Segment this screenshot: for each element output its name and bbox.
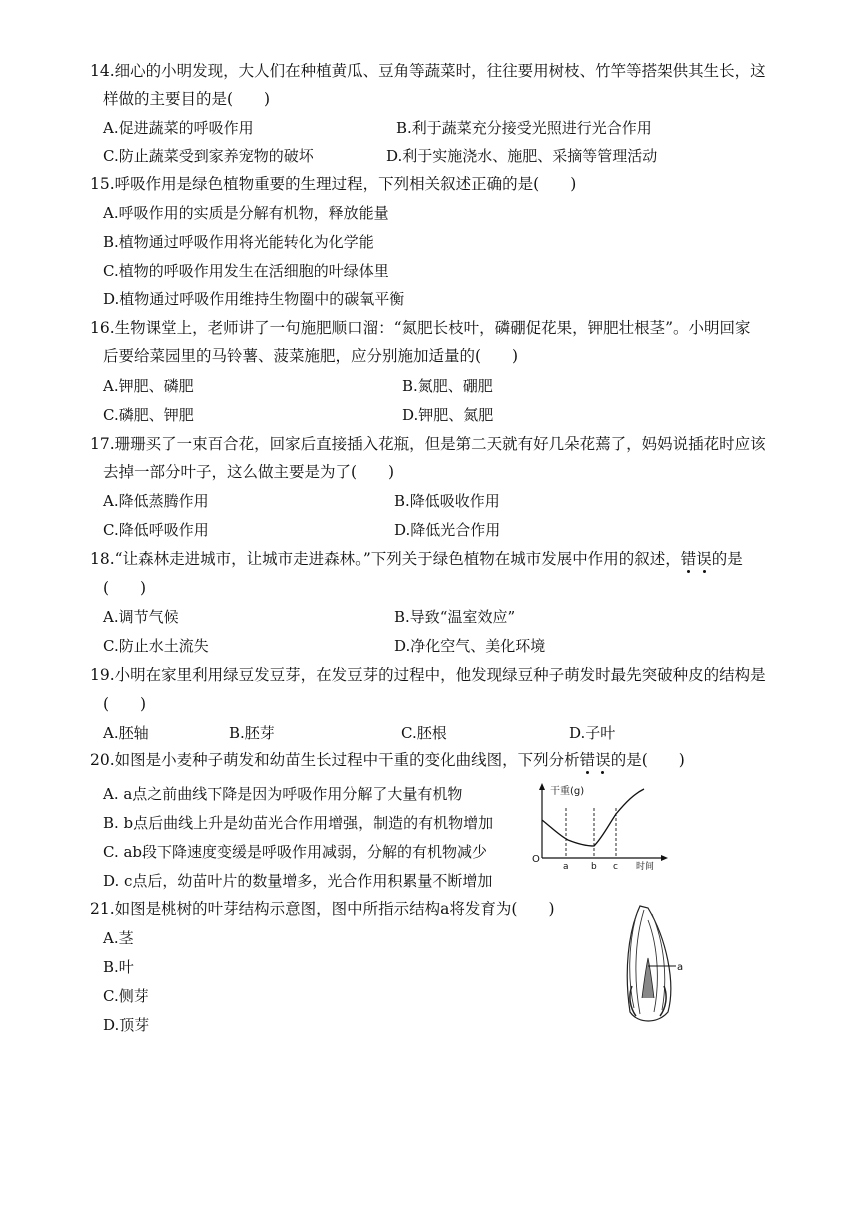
q20-stem-tail: 的是( ) bbox=[610, 751, 685, 769]
q18-stem-tail: 的是 bbox=[711, 550, 743, 568]
graph-origin: O bbox=[532, 854, 540, 865]
q15-option-b[interactable]: B.植物通过呼吸作用将光能转化为化学能 bbox=[103, 233, 374, 251]
q15-option-c[interactable]: C.植物的呼吸作用发生在活细胞的叶绿体里 bbox=[103, 262, 389, 280]
q15-option-d[interactable]: D.植物通过呼吸作用维持生物圈中的碳氧平衡 bbox=[103, 290, 405, 308]
q18-answer-blank: ( ) bbox=[103, 579, 147, 597]
q20-option-a[interactable]: A. a点之前曲线下降是因为呼吸作用分解了大量有机物 bbox=[103, 785, 463, 803]
q16-option-b[interactable]: B.氮肥、硼肥 bbox=[402, 377, 493, 395]
q15-stem: 15.呼吸作用是绿色植物重要的生理过程，下列相关叙述正确的是( ) bbox=[90, 175, 577, 193]
q20-option-d[interactable]: D. c点后，幼苗叶片的数量增多，光合作用积累量不断增加 bbox=[103, 872, 493, 890]
q17-option-c[interactable]: C.降低呼吸作用 bbox=[103, 521, 209, 539]
q16-stem-cont: 后要给菜园里的马铃薯、菠菜施肥，应分别施加适量的( ) bbox=[103, 347, 519, 365]
q18-option-b[interactable]: B.导致“温室效应” bbox=[394, 608, 516, 626]
q19-stem: 19.小明在家里利用绿豆发豆芽，在发豆芽的过程中，他发现绿豆种子萌发时最先突破种皮的结构是 bbox=[90, 666, 766, 684]
graph-point-c: c bbox=[613, 862, 618, 872]
q16-option-a[interactable]: A.钾肥、磷肥 bbox=[103, 377, 194, 395]
q20-emphasis-1: 错 bbox=[579, 751, 596, 769]
bud-label-a: a bbox=[677, 962, 684, 973]
q16-option-c[interactable]: C.磷肥、钾肥 bbox=[103, 406, 194, 424]
q21-option-b[interactable]: B.叶 bbox=[103, 958, 134, 976]
q18-emphasis-1: 错 bbox=[680, 550, 697, 568]
q17-option-d[interactable]: D.降低光合作用 bbox=[394, 521, 501, 539]
graph-point-b: b bbox=[591, 862, 597, 872]
q16-option-d[interactable]: D.钾肥、氮肥 bbox=[402, 406, 494, 424]
q18-option-a[interactable]: A.调节气候 bbox=[103, 608, 179, 626]
q14-option-d[interactable]: D.利于实施浇水、施肥、采摘等管理活动 bbox=[386, 147, 658, 165]
q18-option-c[interactable]: C.防止水土流失 bbox=[103, 637, 209, 655]
q19-option-a[interactable]: A.胚轴 bbox=[103, 724, 149, 742]
q14-option-b[interactable]: B.利于蔬菜充分接受光照进行光合作用 bbox=[396, 119, 652, 137]
q21-stem: 21.如图是桃树的叶芽结构示意图，图中所指示结构a将发育为( ) bbox=[90, 900, 555, 918]
q14-stem: 14.细心的小明发现，大人们在种植黄瓜、豆角等蔬菜时，往往要用树枝、竹竿等搭架供其生长，这 bbox=[90, 62, 766, 80]
q19-option-d[interactable]: D.子叶 bbox=[569, 724, 616, 742]
graph-curve bbox=[542, 789, 644, 846]
q19-answer-blank: ( ) bbox=[103, 695, 147, 713]
q18-emphasis-2: 误 bbox=[696, 550, 712, 568]
graph-y-arrow bbox=[539, 783, 545, 790]
q14-option-a[interactable]: A.促进蔬菜的呼吸作用 bbox=[103, 119, 254, 137]
graph-point-a: a bbox=[563, 862, 569, 872]
leaf-bud-diagram bbox=[618, 902, 690, 1028]
q18-stem bbox=[90, 548, 743, 570]
graph-y-label: 干重(g) bbox=[550, 786, 585, 797]
q19-option-c[interactable]: C.胚根 bbox=[401, 724, 447, 742]
bud-axis bbox=[642, 958, 654, 998]
q14-stem-cont: 样做的主要目的是( ) bbox=[103, 90, 271, 108]
q18-option-d[interactable]: D.净化空气、美化环境 bbox=[394, 637, 546, 655]
q14-option-c[interactable]: C.防止蔬菜受到家养宠物的破坏 bbox=[103, 147, 314, 165]
q16-stem: 16.生物课堂上，老师讲了一句施肥顺口溜：“氮肥长枝叶，磷硼促花果，钾肥壮根茎”。小明回家 bbox=[90, 319, 751, 337]
q19-option-b[interactable]: B.胚芽 bbox=[229, 724, 275, 742]
q20-stem bbox=[90, 749, 685, 771]
graph-x-label: 时间 bbox=[636, 862, 655, 872]
dry-weight-graph bbox=[532, 780, 672, 872]
q21-option-c[interactable]: C.侧芽 bbox=[103, 987, 149, 1005]
q17-option-a[interactable]: A.降低蒸腾作用 bbox=[103, 492, 209, 510]
q17-stem: 17.珊珊买了一束百合花，回家后直接插入花瓶，但是第二天就有好几朵花蔫了，妈妈说插花时应该 bbox=[90, 435, 766, 453]
q20-option-b[interactable]: B. b点后曲线上升是幼苗光合作用增强，制造的有机物增加 bbox=[103, 814, 494, 832]
q17-stem-cont: 去掉一部分叶子，这么做主要是为了( ) bbox=[103, 463, 395, 481]
q21-option-d[interactable]: D.顶芽 bbox=[103, 1016, 150, 1034]
q20-option-c[interactable]: C. ab段下降速度变缓是呼吸作用减弱，分解的有机物减少 bbox=[103, 843, 488, 861]
q20-emphasis-2: 误 bbox=[595, 751, 611, 769]
q17-option-b[interactable]: B.降低吸收作用 bbox=[394, 492, 500, 510]
q18-stem-text: 18.“让森林走进城市，让城市走进森林。”下列关于绿色植物在城市发展中作用的叙述， bbox=[90, 550, 681, 568]
q15-option-a[interactable]: A.呼吸作用的实质是分解有机物，释放能量 bbox=[103, 204, 389, 222]
q21-option-a[interactable]: A.茎 bbox=[103, 929, 134, 947]
graph-x-arrow bbox=[661, 855, 668, 861]
q20-stem-text: 20.如图是小麦种子萌发和幼苗生长过程中干重的变化曲线图，下列分析 bbox=[90, 751, 580, 769]
